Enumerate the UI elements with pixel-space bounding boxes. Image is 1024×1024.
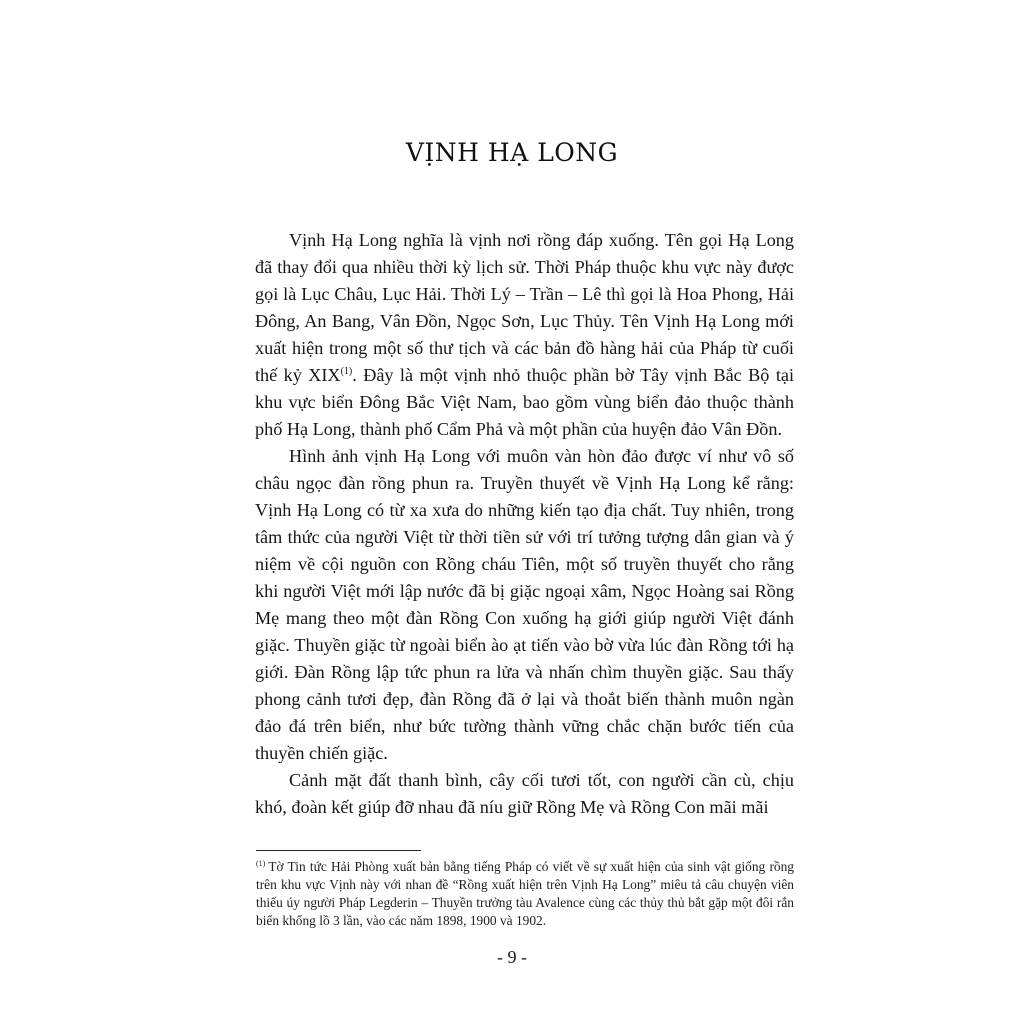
page-number: - 9 - bbox=[497, 947, 527, 967]
paragraph-2: Hình ảnh vịnh Hạ Long với muôn vàn hòn đảo được ví như vô số châu ngọc đàn rồng phun ra. Truyền thuyết về Vịnh Hạ Long kể rằng: Vịnh Hạ Long có từ xa xưa do những kiến tạo địa chất. Tuy nhiên, trong tâm thức của người Việt từ thời tiền sử với trí tưởng tượng dân gian và ý niệm về cội nguồn con Rồng cháu Tiên, một số truyền thuyết cho rằng khi người Việt mới lập nước đã bị giặc ngoại xâm, Ngọc Hoàng sai Rồng Mẹ mang theo một đàn Rồng Con xuống hạ giới giúp người Việt đánh giặc. Thuyền giặc từ ngoài biển ào ạt tiến vào bờ vừa lúc đàn Rồng tới hạ giới. Đàn Rồng lập tức phun ra lửa và nhấn chìm thuyền giặc. Sau thấy phong cảnh tươi đẹp, đàn Rồng đã ở lại và thoắt biến thành muôn ngàn đảo đá trên biển, như bức tường thành vững chắc chặn bước tiến của thuyền chiến giặc. bbox=[255, 446, 794, 763]
paragraph-1-text: Vịnh Hạ Long nghĩa là vịnh nơi rồng đáp xuống. Tên gọi Hạ Long đã thay đổi qua nhiều thời kỳ lịch sử. Thời Pháp thuộc khu vực này được gọi là Lục Châu, Lục Hải. Thời Lý – Trần – Lê thì gọi là Hoa Phong, Hải Đông, An Bang, Vân Đồn, Ngọc Sơn, Lục Thủy. Tên Vịnh Hạ Long mới xuất hiện trong một số thư tịch và các bản đồ hàng hải của Pháp từ cuối thế kỷ XIX bbox=[255, 230, 794, 385]
page-title: VỊNH HẠ LONG bbox=[405, 138, 619, 167]
footnote-reference: (1) bbox=[340, 365, 353, 377]
footnote-text: Tờ Tin tức Hải Phòng xuất bản bằng tiếng Pháp có viết về sự xuất hiện của sinh vật giống rồng trên khu vực Vịnh này với nhan đề “Rồng xuất hiện trên Vịnh Hạ Long” miêu tả câu chuyện viên thiếu úy người Pháp Legderin – Thuyền trưởng tàu Avalence cùng các thủy thủ bắt gặp một đôi rắn biển khổng lồ 3 lần, vào các năm 1898, 1900 và 1902. bbox=[256, 859, 794, 928]
footnote-marker: (1) bbox=[256, 858, 266, 868]
footnote-divider bbox=[256, 850, 421, 851]
paragraph-1-continuation: . Đây là một vịnh nhỏ thuộc phần bờ Tây vịnh Bắc Bộ tại khu vực biển Đông Bắc Việt Nam, bao gồm vùng biển đảo thuộc thành phố Hạ Long, thành phố Cẩm Phả và một phần của huyện đảo Vân Đồn. bbox=[255, 365, 794, 439]
footnote bbox=[256, 858, 794, 930]
body-text bbox=[255, 227, 794, 821]
paragraph-3: Cảnh mặt đất thanh bình, cây cối tươi tốt, con người cần cù, chịu khó, đoàn kết giúp đỡ nhau đã níu giữ Rồng Mẹ và Rồng Con mãi mãi bbox=[255, 770, 794, 817]
paragraph-1 bbox=[255, 227, 794, 443]
